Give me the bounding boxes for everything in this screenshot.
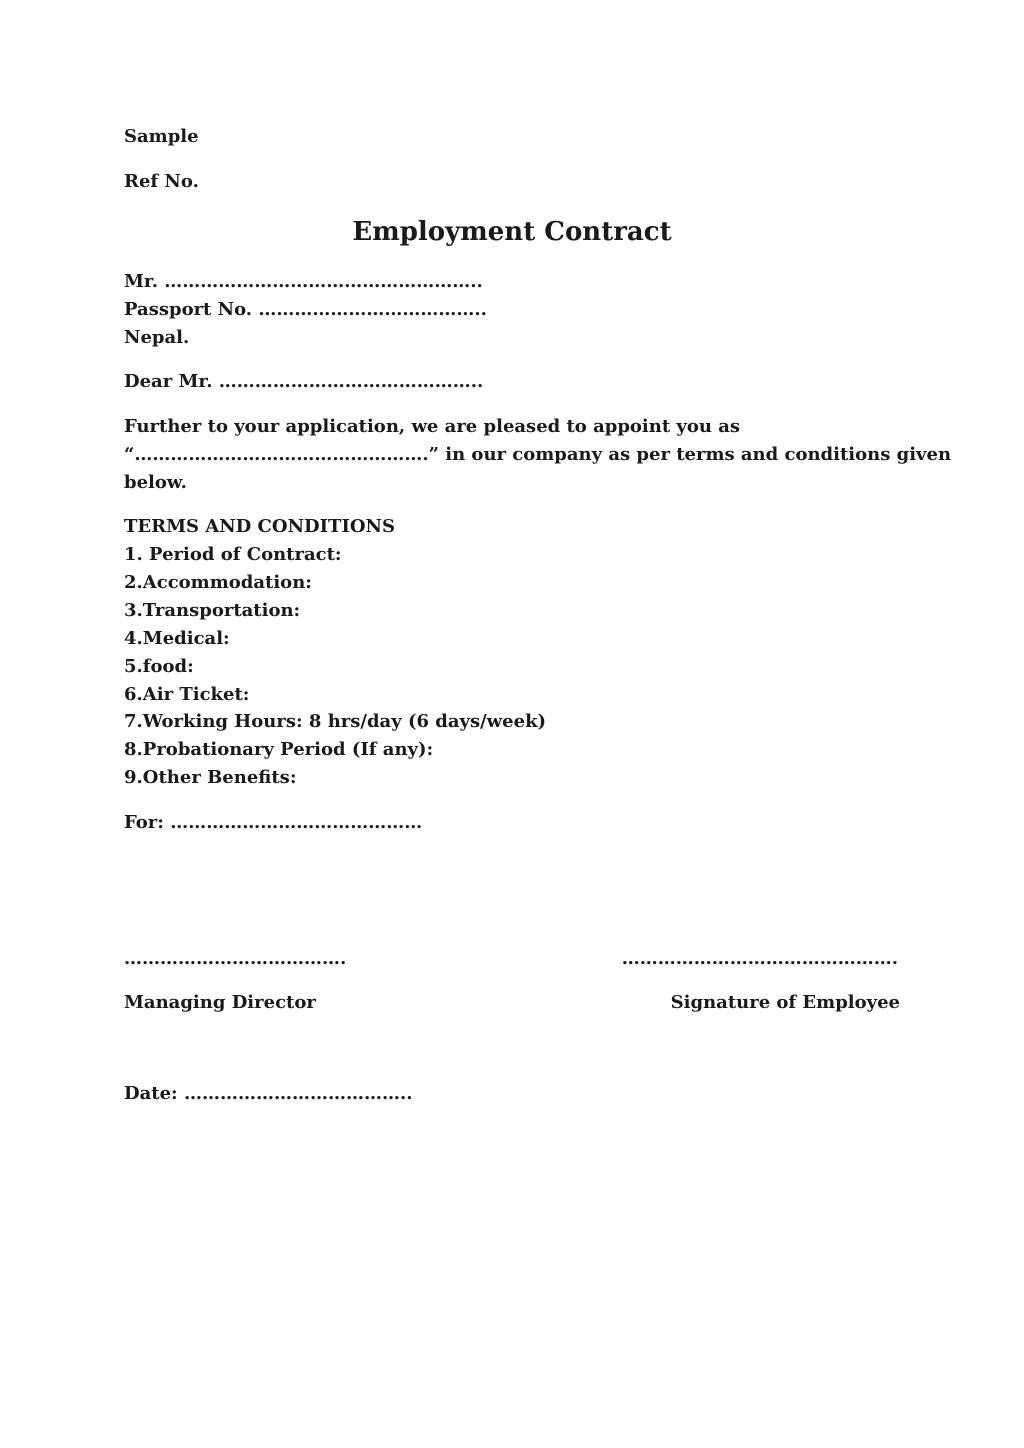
recipient-country: Nepal.	[124, 327, 190, 348]
document-title: Employment Contract	[352, 217, 672, 247]
term-item: 6.Air Ticket:	[124, 684, 250, 705]
terms-heading: TERMS AND CONDITIONS	[124, 516, 395, 537]
term-item: 3.Transportation:	[124, 600, 301, 621]
term-item: 9.Other Benefits:	[124, 767, 297, 788]
passport-number-line: Passport No. ………………………………..	[124, 299, 487, 320]
intro-line-1: Further to your application, we are pleased to appoint you as	[124, 416, 741, 437]
term-item: 4.Medical:	[124, 628, 230, 649]
recipient-name-line: Mr. ……………………………………………..	[124, 271, 483, 292]
ref-no-label: Ref No.	[124, 171, 199, 192]
term-item: 5.food:	[124, 656, 194, 677]
managing-director-signature-line: ……………………………….	[124, 948, 347, 969]
term-item: 2.Accommodation:	[124, 572, 312, 593]
date-line: Date: ………………………………..	[124, 1083, 413, 1104]
intro-line-3: below.	[124, 472, 187, 493]
employee-signature-line: ……………………………………….	[621, 948, 898, 969]
sample-label: Sample	[124, 126, 199, 147]
signature-of-employee-label: Signature of Employee	[670, 992, 900, 1013]
salutation-line: Dear Mr. ……………………………………..	[124, 371, 484, 392]
term-item: 1. Period of Contract:	[124, 544, 342, 565]
intro-line-2: “………………………………………….” in our company as per terms and conditions given	[124, 444, 952, 465]
managing-director-label: Managing Director	[124, 992, 316, 1013]
term-item: 7.Working Hours: 8 hrs/day (6 days/week)	[124, 711, 547, 732]
term-item: 8.Probationary Period (If any):	[124, 739, 434, 760]
for-line: For: ……………………………………	[124, 812, 423, 833]
